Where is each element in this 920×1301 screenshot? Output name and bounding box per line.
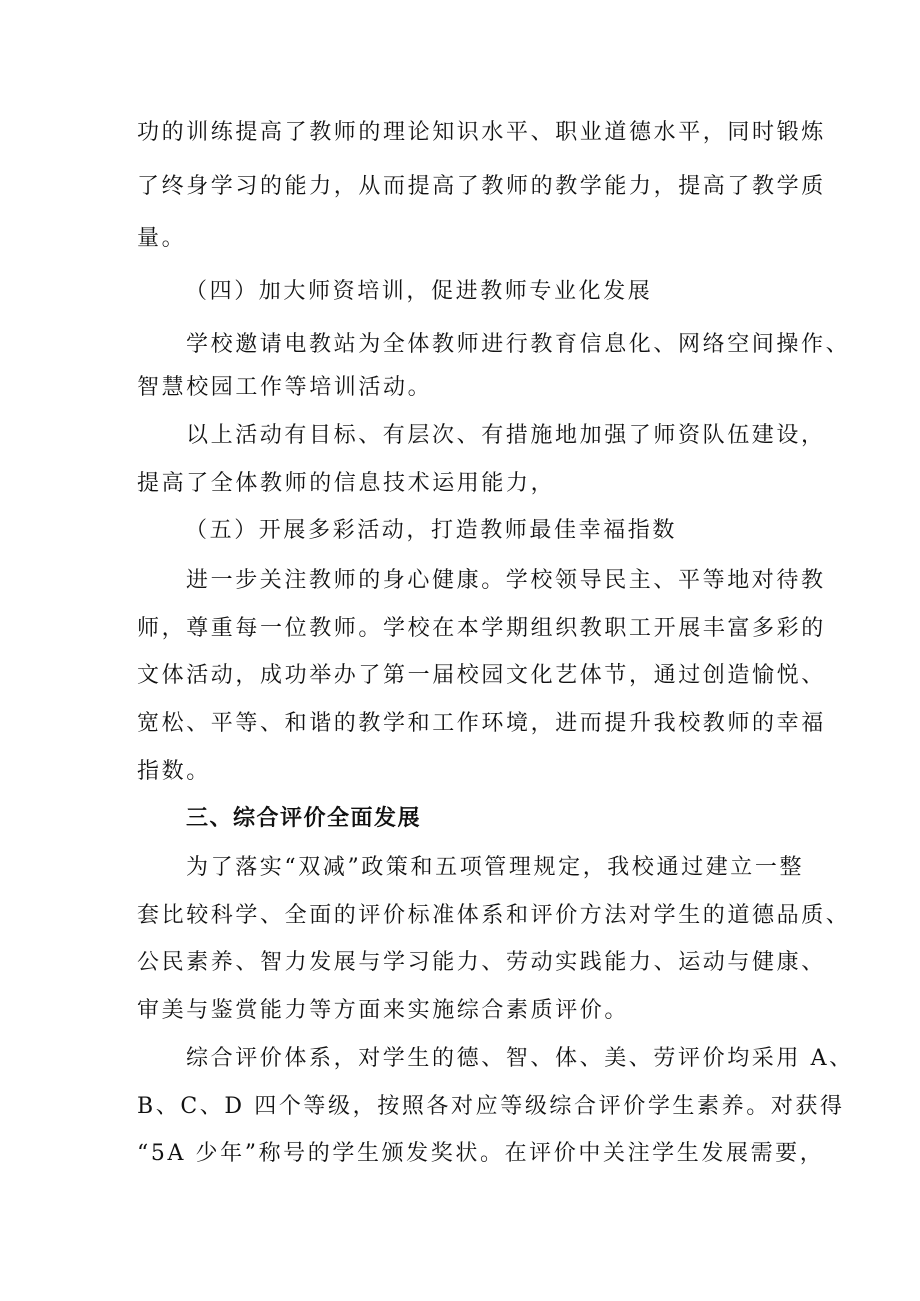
section-heading-3: 三、综合评价全面发展 (186, 806, 422, 831)
body-line-11: 师，尊重每一位教师。学校在本学期组织教职工开展丰富多彩的 (137, 616, 826, 641)
body-line-8: 提高了全体教师的信息技术运用能力， (137, 471, 556, 496)
body-line-16: 为了落实“双减”政策和五项管理规定，我校通过建立一整 (186, 855, 805, 880)
body-line-14: 指数。 (137, 759, 211, 784)
body-line-22: “5A 少年”称号的学生颁发奖状。在评价中关注学生发展需要， (137, 1141, 825, 1166)
body-line-1: 功的训练提高了教师的理论知识水平、职业道德水平，同时锻炼 (137, 120, 826, 145)
body-line-6: 智慧校园工作等培训活动。 (137, 375, 433, 400)
body-line-17: 套比较科学、全面的评价标准体系和评价方法对学生的道德品质、 (137, 903, 851, 928)
body-line-12: 文体活动，成功举办了第一届校园文化艺体节，通过创造愉悦、 (137, 663, 826, 688)
body-line-3: 量。 (137, 226, 187, 251)
body-line-21: B、C、D 四个等级，按照各对应等级综合评价学生素养。对获得 (137, 1094, 845, 1119)
subheading-5: （五）开展多彩活动，打造教师最佳幸福指数 (185, 518, 678, 543)
body-line-10: 进一步关注教师的身心健康。学校领导民主、平等地对待教 (186, 568, 826, 593)
body-line-7: 以上活动有目标、有层次、有措施地加强了师资队伍建设， (186, 423, 826, 448)
body-line-2: 了终身学习的能力，从而提高了教师的教学能力，提高了教学质 (137, 174, 826, 199)
subheading-4: （四）加大师资培训，促进教师专业化发展 (185, 279, 653, 304)
body-line-20: 综合评价体系，对学生的德、智、体、美、劳评价均采用 A、 (186, 1046, 854, 1071)
body-line-19: 审美与鉴赏能力等方面来实施综合素质评价。 (137, 998, 630, 1023)
body-line-13: 宽松、平等、和谐的教学和工作环境，进而提升我校教师的幸福 (137, 711, 826, 736)
body-line-18: 公民素养、智力发展与学习能力、劳动实践能力、运动与健康、 (137, 950, 826, 975)
body-line-5: 学校邀请电教站为全体教师进行教育信息化、网络空间操作、 (186, 332, 851, 357)
